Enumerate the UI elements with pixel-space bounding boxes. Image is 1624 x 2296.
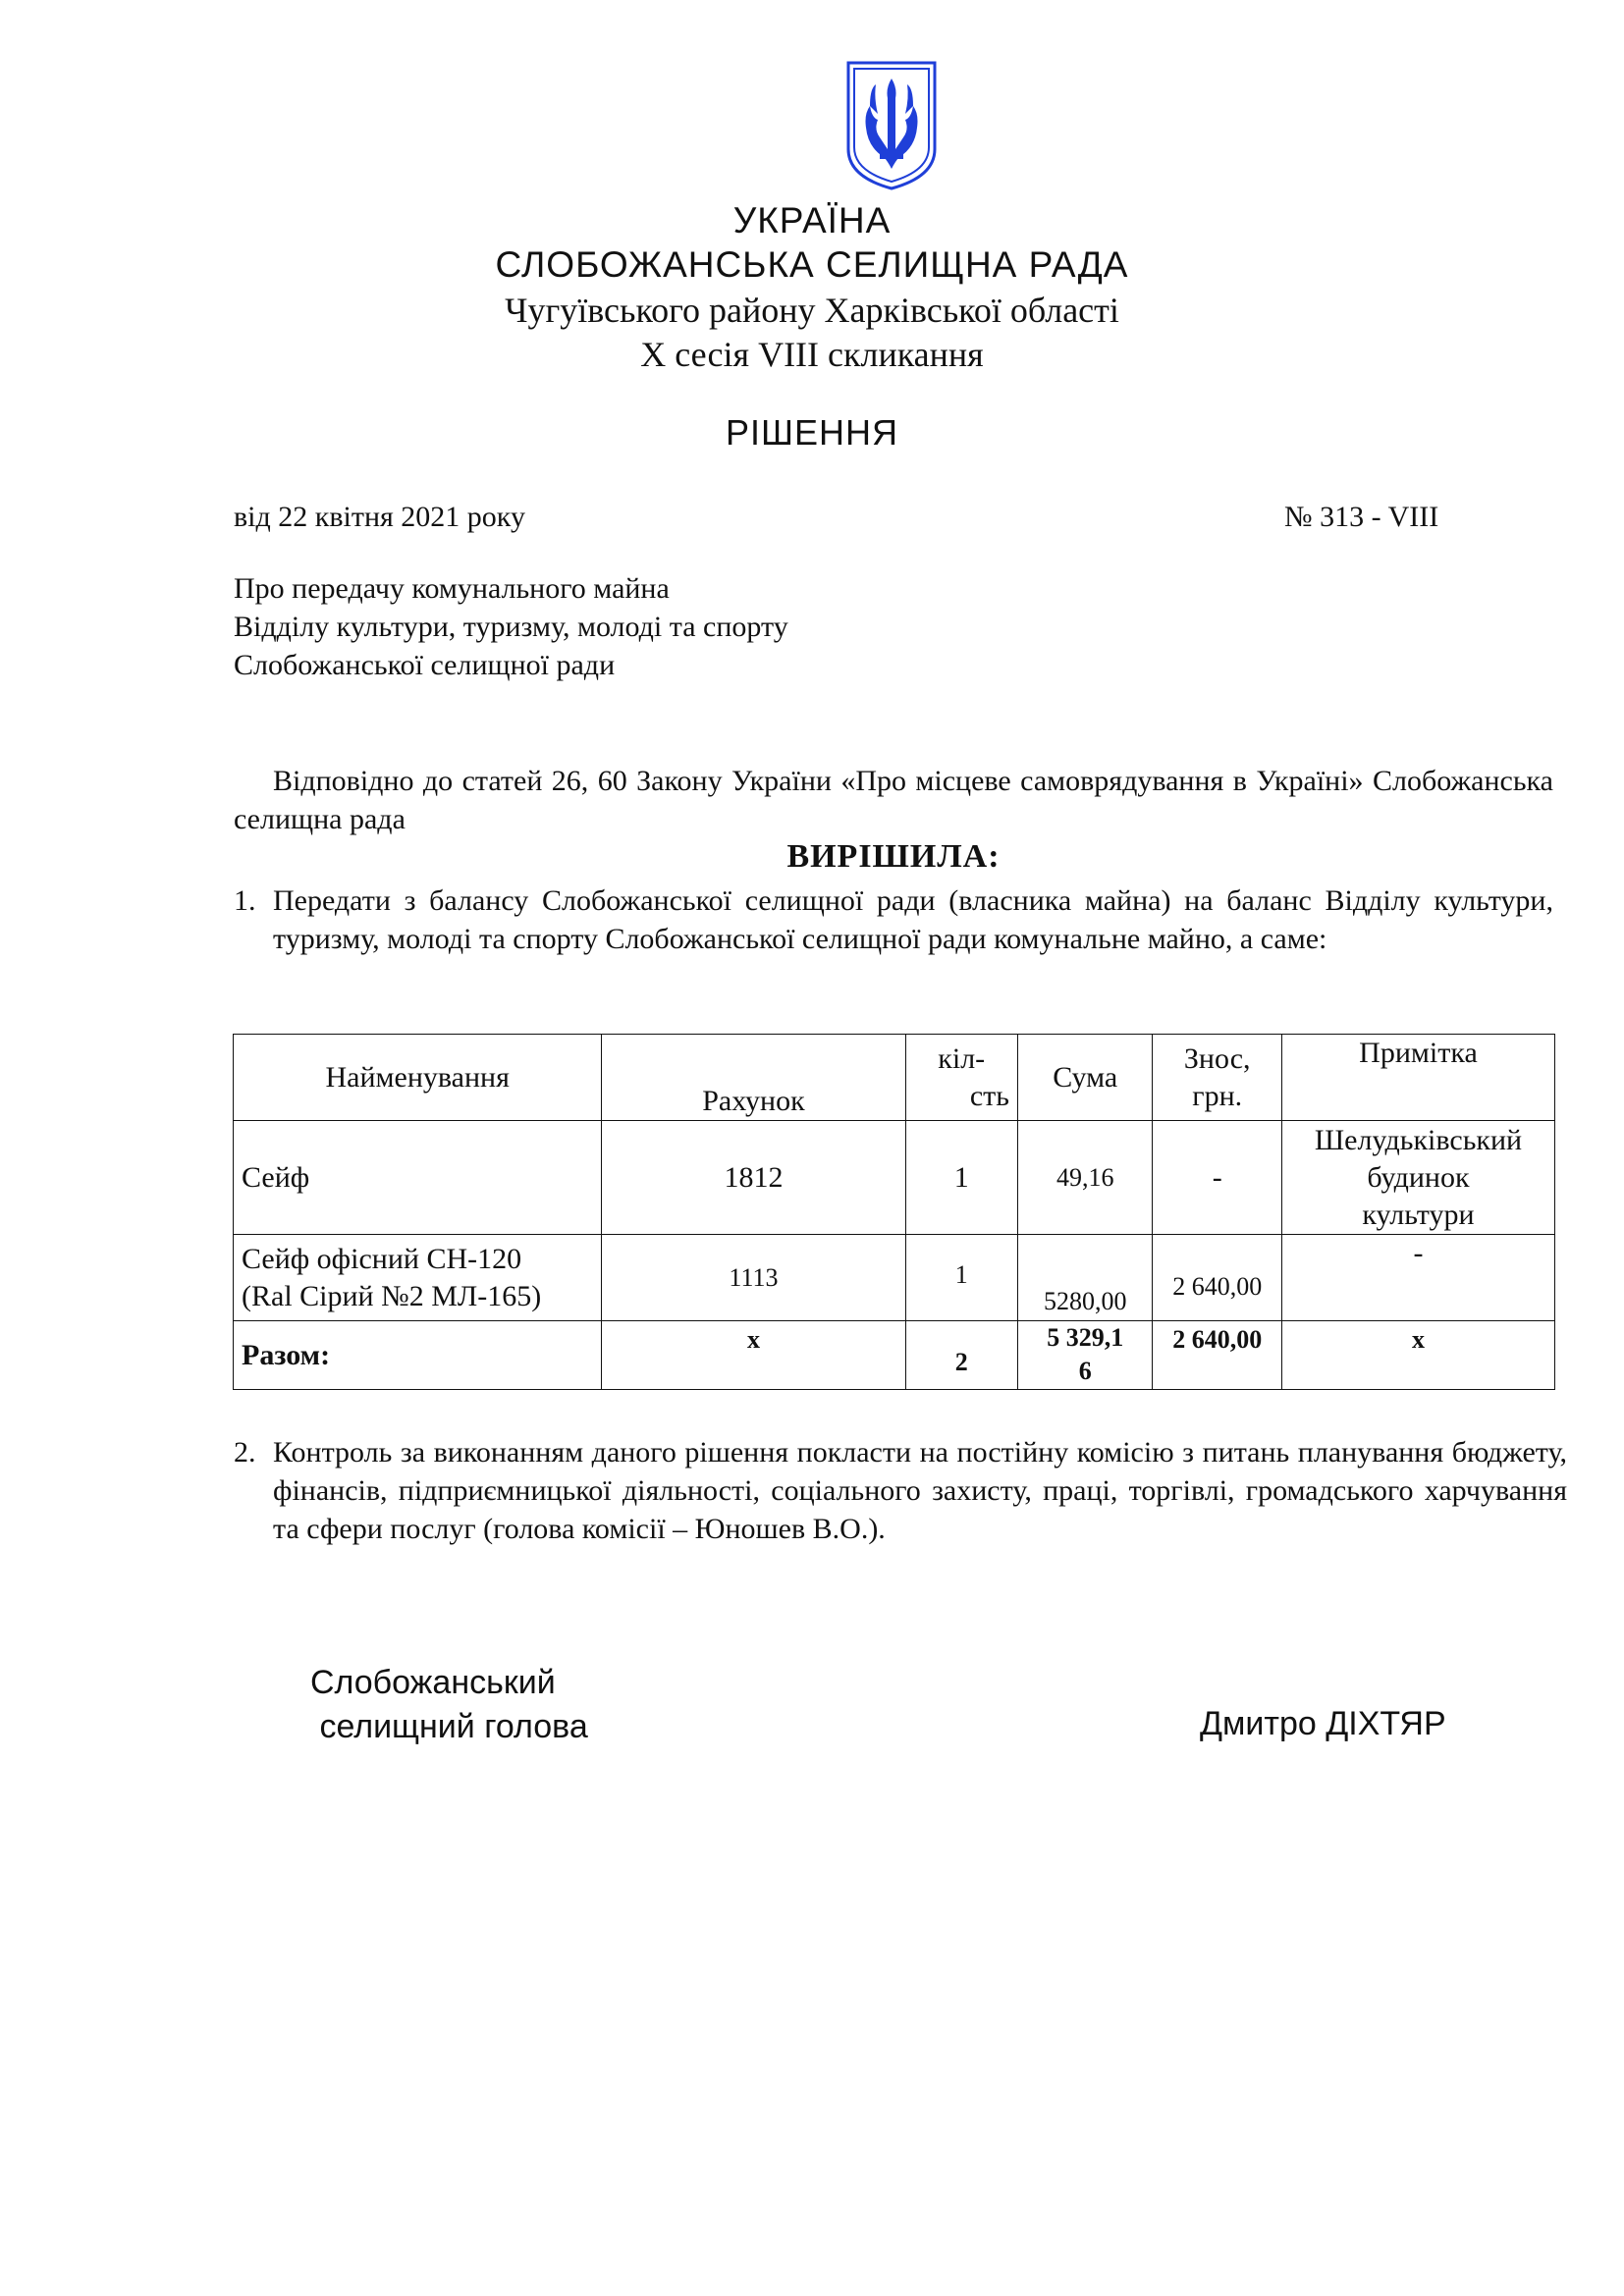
cell-qty: 1 (905, 1121, 1017, 1235)
district-heading: Чугуївського району Харківської області (505, 291, 1119, 330)
cell-name: Сейф (234, 1121, 602, 1235)
intro-paragraph: Відповідно до статей 26, 60 Закону України «Про місцеве самоврядування в Україні» Слобожанська селищна рада (234, 765, 1553, 835)
item-number: 2. (234, 1436, 256, 1468)
note-line: культури (1362, 1198, 1475, 1231)
header-wear-line: грн. (1192, 1079, 1243, 1112)
subject-line: Про передачу комунального майна (234, 572, 670, 605)
total-wear: 2 640,00 (1153, 1321, 1281, 1390)
header-account: Рахунок (602, 1035, 905, 1121)
table-header-row (234, 1035, 1555, 1121)
header-sum: Сума (1017, 1035, 1153, 1121)
item-number: 1. (234, 884, 256, 917)
decision-number: № 313 - VIII (1284, 501, 1439, 533)
note-line: будинок (1367, 1160, 1470, 1194)
signatory-title (310, 1661, 588, 1749)
ukraine-coat-of-arms-icon (844, 59, 939, 192)
decision-date: від 22 квітня 2021 року (234, 501, 525, 533)
item-text: Передати з балансу Слобожанської селищної ради (власника майна) на баланс Відділу культури, туризму, молоді та спорту Слобожанської селищної ради комунальне майно, а саме: (273, 884, 1553, 955)
total-sum-line: 6 (1078, 1357, 1092, 1385)
cell-wear: 2 640,00 (1153, 1235, 1281, 1321)
header-qty (905, 1035, 1017, 1121)
header-note: Примітка (1281, 1035, 1554, 1121)
total-label: Разом: (234, 1321, 602, 1390)
subject-line: Слобожанської селищної ради (234, 649, 616, 681)
total-note: х (1281, 1321, 1554, 1390)
signatory-name: Дмитро ДІХТЯР (1200, 1705, 1446, 1742)
table-total-row (234, 1321, 1555, 1390)
country-heading: УКРАЇНА (732, 200, 892, 240)
total-account: х (602, 1321, 905, 1390)
decision-subject (234, 569, 788, 684)
signatory-title-line: селищний голова (310, 1708, 588, 1745)
table-row (234, 1121, 1555, 1235)
name-line: (Ral Сірий №2 МЛ-165) (242, 1279, 542, 1312)
header-qty-line: кіл- (938, 1041, 986, 1075)
total-sum-line: 5 329,1 (1047, 1323, 1124, 1352)
cell-account: 1812 (602, 1121, 905, 1235)
council-heading: СЛОБОЖАНСЬКА СЕЛИЩНА РАДА (495, 244, 1129, 285)
document-type-heading: РІШЕННЯ (725, 412, 898, 453)
cell-wear: - (1153, 1121, 1281, 1235)
cell-qty: 1 (905, 1235, 1017, 1321)
note-line: Шелудьківський (1314, 1123, 1523, 1156)
cell-sum: 5280,00 (1017, 1235, 1153, 1321)
total-sum (1017, 1321, 1153, 1390)
cell-account: 1113 (602, 1235, 905, 1321)
cell-note (1281, 1121, 1554, 1235)
cell-note: - (1281, 1235, 1554, 1321)
header-wear (1153, 1035, 1281, 1121)
session-heading: X сесія VIII скликання (640, 335, 984, 374)
cell-sum: 49,16 (1017, 1121, 1153, 1235)
name-line: Сейф офісний СН-120 (242, 1242, 522, 1275)
header-qty-line: сть (969, 1079, 1009, 1112)
subject-line: Відділу культури, туризму, молоді та спорту (234, 611, 788, 643)
total-qty: 2 (905, 1321, 1017, 1390)
header-wear-line: Знос, (1183, 1041, 1251, 1075)
table-row (234, 1235, 1555, 1321)
header-name: Найменування (234, 1035, 602, 1121)
resolved-heading: ВИРІШИЛА: (786, 838, 1001, 875)
signatory-title-line: Слобожанський (310, 1664, 556, 1701)
item-text: Контроль за виконанням даного рішення покласти на постійну комісію з питань планування бюджету, фінансів, підприємницької діяльності, соціального захисту, праці, торгівлі, громадського харчування та сфери послуг (голова комісії – Юношев В.О.). (273, 1436, 1567, 1545)
assets-table (233, 1034, 1555, 1390)
cell-name (234, 1235, 602, 1321)
